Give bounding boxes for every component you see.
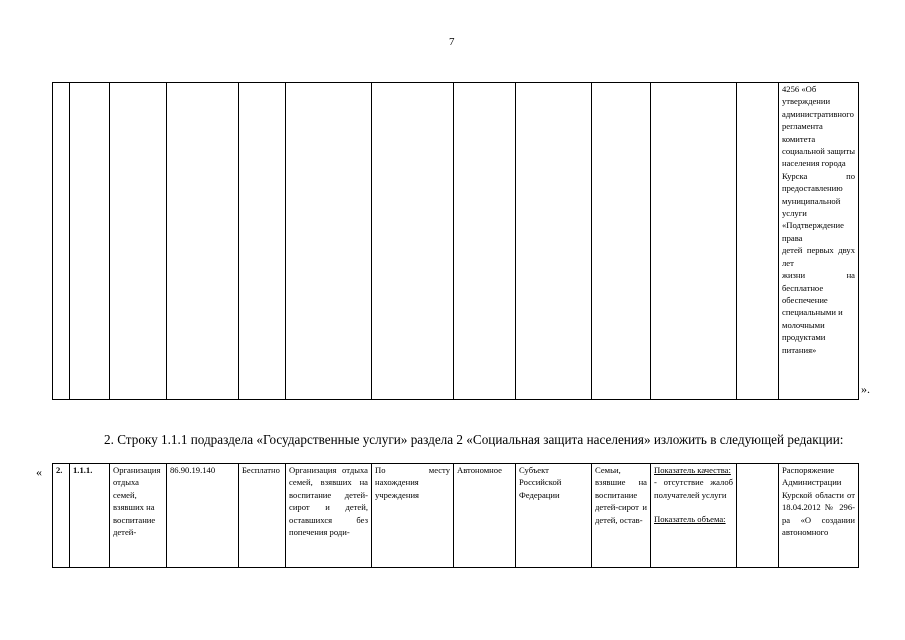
amendment-paragraph: [52, 432, 858, 447]
cell-empty: [70, 83, 110, 400]
cell-empty: [239, 83, 286, 400]
cell-empty: [110, 83, 167, 400]
ref-line: жизни на бесплатное: [782, 270, 855, 293]
closing-quote: ».: [861, 382, 870, 396]
ref-line: детей первых двух лет: [782, 245, 855, 268]
cell-empty: [372, 83, 454, 400]
cell-founder: Субъект Российской Федерации: [516, 464, 592, 568]
page-number: 7: [449, 36, 455, 48]
cell-number: 2.: [53, 464, 70, 568]
cell-empty: [53, 83, 70, 400]
ref-line: административного: [782, 108, 854, 119]
cell-legal-reference: Распоряжение Администрации Курской области от 18.04.2012 № 296-ра «О создании автономного: [779, 464, 859, 568]
table-continued: [52, 82, 859, 400]
cell-empty: [737, 83, 779, 400]
ref-line: специальными и: [782, 307, 843, 318]
quality-indicator-text: - отсутствие жалоб получателей услуги: [654, 477, 733, 500]
cell-payment: Бесплатно: [239, 464, 286, 568]
ref-line: 4256 «Об: [782, 84, 817, 94]
ref-line: молочными продуктами: [782, 319, 826, 343]
cell-recipients: Семьи, взявшие на воспитание детей-сирот и детей, остав-: [592, 464, 651, 568]
ref-line: питания»: [782, 344, 817, 355]
cell-empty: [167, 83, 239, 400]
ref-line: регламента комитета: [782, 121, 823, 144]
ref-line: обеспечение: [782, 294, 828, 305]
cell-location: По месту нахождения учреждения: [372, 464, 454, 568]
ref-line: муниципальной услуги: [782, 195, 841, 219]
cell-indicators: [651, 464, 737, 568]
ref-line: «Подтверждение права: [782, 220, 844, 243]
paragraph-text: 2. Строку 1.1.1 подраздела «Государственные услуги» раздела 2 «Социальная защита населения» изложить в следующей редакции:: [104, 432, 844, 447]
quality-indicator-title: Показатель качества:: [654, 465, 731, 475]
opening-quote: «: [36, 465, 42, 479]
volume-indicator-title: Показатель объема:: [654, 514, 726, 525]
ref-line: населения города: [782, 158, 846, 169]
ref-line: социальной защиты: [782, 146, 856, 157]
cell-legal-reference: [779, 83, 859, 400]
ref-line: утверждении: [782, 96, 831, 107]
cell-code: 1.1.1.: [70, 464, 110, 568]
cell-empty: [592, 83, 651, 400]
table-new-row: [52, 463, 859, 568]
cell-empty: [516, 83, 592, 400]
cell-empty: [454, 83, 516, 400]
cell-okved: 86.90.19.140: [167, 464, 239, 568]
ref-line: Курска по предоставлению: [782, 170, 855, 194]
cell-institution-type: Автономное: [454, 464, 516, 568]
cell-empty: [651, 83, 737, 400]
cell-empty: [737, 464, 779, 568]
cell-empty: [286, 83, 372, 400]
cell-service-name: Организация отдыха семей, взявших на воспитание детей-: [110, 464, 167, 568]
cell-service-content: Организация отдыха семей, взявших на воспитание детей-сирот и детей, оставшихся без попечения роди-: [286, 464, 372, 568]
